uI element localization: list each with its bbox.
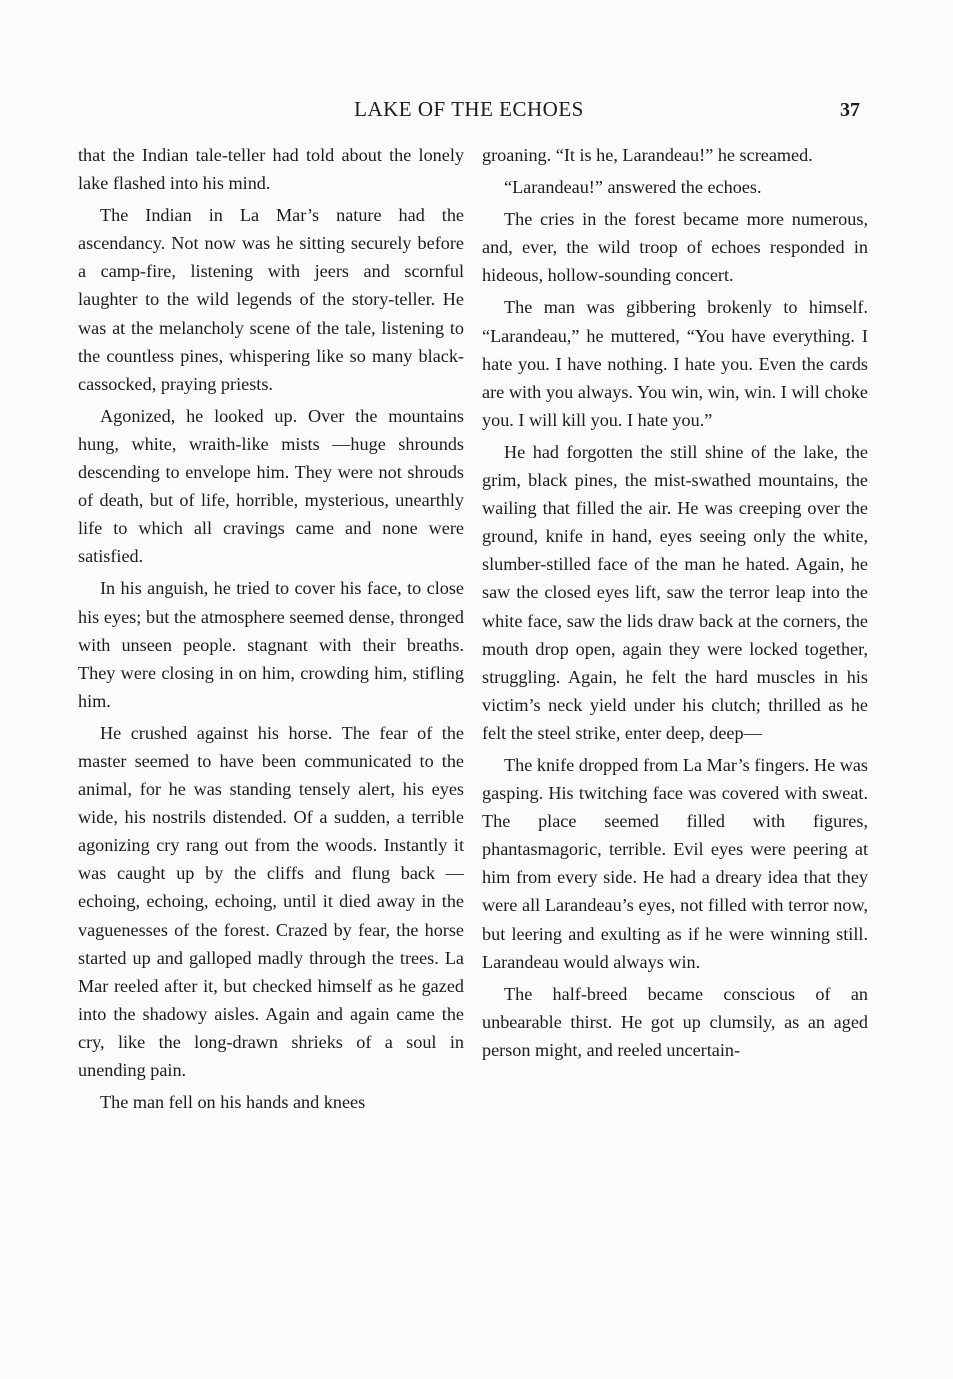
page-header — [78, 97, 860, 125]
paragraph: He had forgotten the still shine of the lake, the grim, black pines, the mist-swathed mountains, the wailing that filled the air. He was creeping over the ground, knife in hand, eyes seeing only the white, slumber-stilled face of the man he hated. Again, he saw the closed eyes lift, saw the terror leap into the white face, saw the lids draw back at the corners, the mouth drop open, again they were locked together, struggling. Again, he felt the hard muscles in his victim’s neck yield under his clutch; thrilled as he felt the steel strike, enter deep, deep— — [482, 441, 868, 743]
paragraph: The knife dropped from La Mar’s fingers. He was gasping. His twitching face was covered with sweat. The place seemed filled with figures, phantasmagoric, terrible. Evil eyes were peering at him from every side. He had a dreary idea that they were all Larandeau’s eyes, not filled with terror now, but leering and exulting as if he were winning still. Larandeau would always win. — [482, 754, 868, 972]
page-number: 37 — [840, 99, 860, 121]
paragraph: In his anguish, he tried to cover his face, to close his eyes; but the atmosphere seemed dense, thronged with unseen people. stagnant with their breaths. They were closing in on him, crowding him, stifling him. — [78, 578, 464, 711]
left-column — [78, 141, 464, 1120]
paragraph: “Larandeau!” answered the echoes. — [504, 177, 762, 198]
paragraph: that the Indian tale-teller had told about the lonely lake flashed into his mind. — [78, 145, 464, 194]
paragraph: The Indian in La Mar’s nature had the ascendancy. Not now was he sitting securely before a camp-fire, listening with jeers and scornful laughter to the wild legends of the story-teller. He was at the melancholy scene of the tale, listening to the countless pines, whispering like so many black-cassocked, praying priests. — [78, 205, 464, 394]
paragraph: groaning. “It is he, Larandeau!” he screamed. — [482, 145, 813, 165]
paragraph: He crushed against his horse. The fear of the master seemed to have been communicated to the animal, for he was standing tensely alert, his eyes wide, his nostrils distended. Of a sudden, a terrible agonizing cry rang out from the woods. Instantly it was caught up by the cliffs and flung back — echoing, echoing, echoing, until it died away in the vaguenesses of the forest. Crazed by fear, the horse started up and galloped madly through the trees. La Mar reeled after it, but checked himself as he gazed into the shadowy aisles. Again and again came the cry, like the long-drawn shrieks of a soul in unending pain. — [78, 722, 464, 1080]
paragraph: Agonized, he looked up. Over the mountains hung, white, wraith-like mists —huge shrounds descending to envelope him. They were not shrouds of death, but of life, horrible, mysterious, unearthly life to which all cravings came and none were satisfied. — [78, 405, 464, 567]
right-column — [482, 141, 868, 1068]
paragraph: The man was gibbering brokenly to himself. “Larandeau,” he muttered, “You have everything. I hate you. I have nothing. I hate you. Even the cards are with you always. You win, win, win. I will choke you. I will kill you. I hate you.” — [482, 297, 868, 430]
running-title: LAKE OF THE ECHOES — [354, 97, 584, 121]
paragraph: The man fell on his hands and knees — [100, 1092, 366, 1113]
paragraph: The half-breed became conscious of an unbearable thirst. He got up clumsily, as an aged person might, and reeled uncertain- — [482, 983, 868, 1060]
paragraph: The cries in the forest became more numerous, and, ever, the wild troop of echoes responded in hideous, hollow-sounding concert. — [482, 209, 868, 286]
